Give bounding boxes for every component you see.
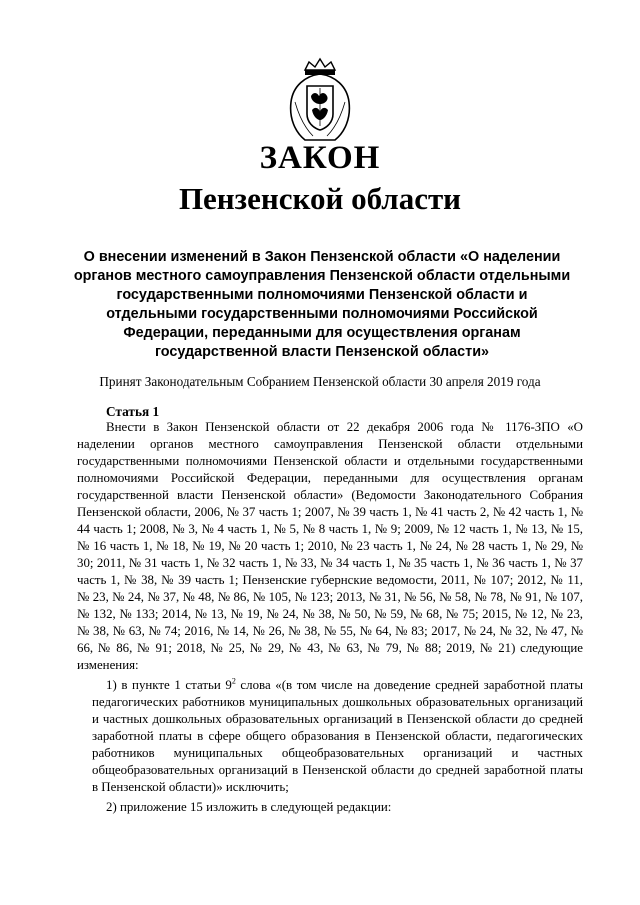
adoption-note: Принят Законодательным Собранием Пензенской области 30 апреля 2019 года	[99, 374, 541, 389]
article-body	[77, 419, 583, 816]
item1-superscript: 2	[231, 676, 236, 686]
item1-prefix: 1) в пункте 1 статьи 9	[106, 678, 232, 692]
amendment-item-1	[92, 677, 583, 796]
penza-region-coat-of-arms-icon	[285, 56, 355, 142]
law-subject: О внесении изменений в Закон Пензенской области «О наделении органов местного самоуправления Пензенской области отдельными государственными полномочиями Пензенской области и отдельными государственными полномочиями Российской Федерации, переданными для осуществления органам государственной власти Пензенской области»	[73, 249, 571, 360]
amendment-item-2: 2) приложение 15 изложить в следующей редакции:	[106, 800, 392, 814]
item1-text: слова «(в том числе на доведение средней заработной платы педагогических работников муниципальных дошкольных образовательных организаций и частных дошкольных образовательных организаций в Пензенской области до средней заработной платы в сфере общего образования в Пензенской области, педагогических работников муниципальных общеобразовательных организаций и частных общеобразовательных организаций в Пензенской области до средней заработной платы в Пензенской области)» исключить;	[92, 678, 583, 794]
article-intro-paragraph: Внести в Закон Пензенской области от 22 декабря 2006 года № 1176-ЗПО «О наделении органов местного самоуправления Пензенской области отдельными государственными полномочиями Пензенской области и отдельными государственными полномочиями Российской Федерации, переданными для осуществления органам государственной власти Пензенской области» (Ведомости Законодательного Собрания Пензенской области, 2006, № 37 часть 1; 2007, № 39 часть 1, № 41 часть 2, № 42 часть 1, № 44 часть 1; 2008, № 3, № 4 часть 1, № 5, № 8 часть 1, № 9; 2009, № 12 часть 1, № 13, № 15, № 16 часть 1, № 18, № 19, № 20 часть 1; 2010, № 23 часть 1, № 24, № 28 часть 1, № 29, № 30; 2011, № 31 часть 1, № 32 часть 1, № 33, № 34 часть 1, № 35 часть 1, № 36 часть 1, № 37 часть 1, № 38, № 39 часть 1; Пензенские губернские ведомости, 2011, № 107; 2012, № 11, № 23, № 24, № 37, № 48, № 86, № 105, № 123; 2013, № 31, № 56, № 58, № 78, № 91, № 107, № 132, № 133; 2014, № 13, № 19, № 24, № 38, № 50, № 59, № 68, № 75; 2015, № 12, № 23, № 38, № 63, № 74; 2016, № 14, № 26, № 38, № 55, № 64, № 83; 2017, № 24, № 32, № 47, № 66, № 86, № 91; 2018, № 25, № 29, № 43, № 63, № 79, № 88; 2019, № 21) следующие изменения:	[77, 420, 583, 672]
law-title: ЗАКОН	[259, 140, 381, 176]
region-title: Пензенской области	[178, 181, 462, 216]
article-heading: Статья 1	[106, 404, 160, 419]
